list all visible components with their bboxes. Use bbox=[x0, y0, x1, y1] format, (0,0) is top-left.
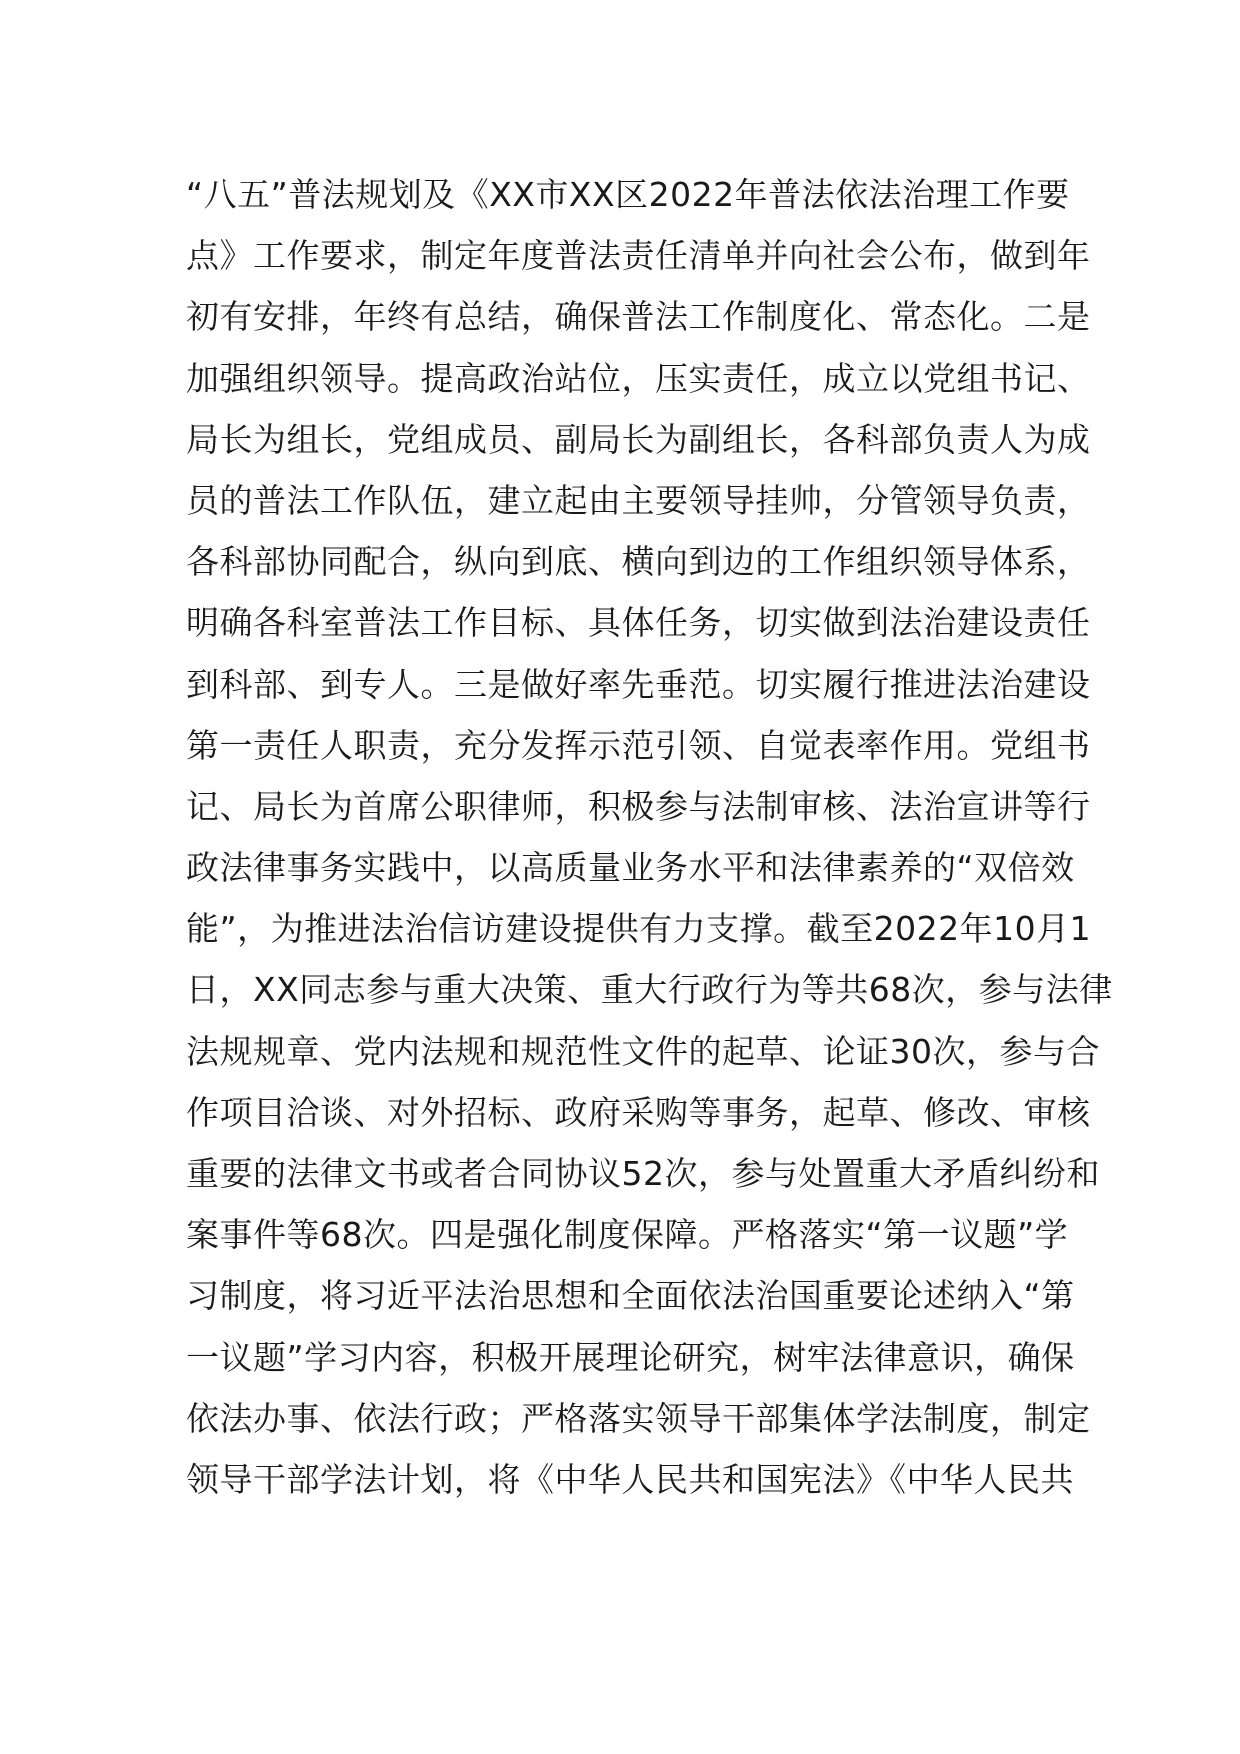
text-line: 重要的法律文书或者合同协议52次，参与处置重大矛盾纠纷和 bbox=[186, 1154, 1100, 1193]
text-line: 依法办事、依法行政；严格落实领导干部集体学法制度，制定 bbox=[186, 1398, 1091, 1438]
text-line: 加强组织领导。提高政治站位，压实责任，成立以党组书记、 bbox=[186, 358, 1091, 398]
text-line: 能”，为推进法治信访建设提供有力支撑。截至2022年10月1 bbox=[186, 909, 1092, 949]
text-line: 政法律事务实践中，以高质量业务水平和法律素养的“双倍效 bbox=[186, 848, 1075, 888]
text-line: 日，XX同志参与重大决策、重大行政行为等共68次，参与法律 bbox=[186, 970, 1113, 1010]
body-text bbox=[186, 164, 1113, 1510]
text-line: 领导干部学法计划，将《中华人民共和国宪法》《中华人民共 bbox=[186, 1459, 1074, 1499]
text-line: 到科部、到专人。三是做好率先垂范。切实履行推进法治建设 bbox=[186, 664, 1091, 704]
text-line: 员的普法工作队伍，建立起由主要领导挂帅，分管领导负责， bbox=[186, 480, 1091, 520]
text-line: 习制度，将习近平法治思想和全面依法治国重要论述纳入“第 bbox=[186, 1276, 1075, 1316]
text-line: 局长为组长，党组成员、副局长为副组长，各科部负责人为成 bbox=[186, 419, 1091, 459]
text-line: 第一责任人职责，充分发挥示范引领、自觉表率作用。党组书 bbox=[186, 725, 1091, 765]
text-line: 各科部协同配合，纵向到底、横向到边的工作组织领导体系， bbox=[186, 542, 1091, 582]
text-line: 明确各科室普法工作目标、具体任务，切实做到法治建设责任 bbox=[186, 603, 1091, 643]
text-line: 点》工作要求，制定年度普法责任清单并向社会公布，做到年 bbox=[186, 236, 1091, 276]
text-line: 作项目洽谈、对外招标、政府采购等事务，起草、修改、审核 bbox=[186, 1092, 1091, 1132]
text-line: 法规规章、党内法规和规范性文件的起草、论证30次，参与合 bbox=[186, 1031, 1100, 1071]
text-line: 初有安排，年终有总结，确保普法工作制度化、常态化。二是 bbox=[186, 297, 1091, 337]
text-line: “八五”普法规划及《XX市XX区2022年普法依法治理工作要 bbox=[186, 175, 1070, 214]
text-line: 案事件等68次。四是强化制度保障。严格落实“第一议题”学 bbox=[186, 1215, 1069, 1255]
text-line: 记、局长为首席公职律师，积极参与法制审核、法治宣讲等行 bbox=[186, 786, 1091, 826]
text-line: 一议题”学习内容，积极开展理论研究，树牢法律意识，确保 bbox=[186, 1337, 1075, 1377]
